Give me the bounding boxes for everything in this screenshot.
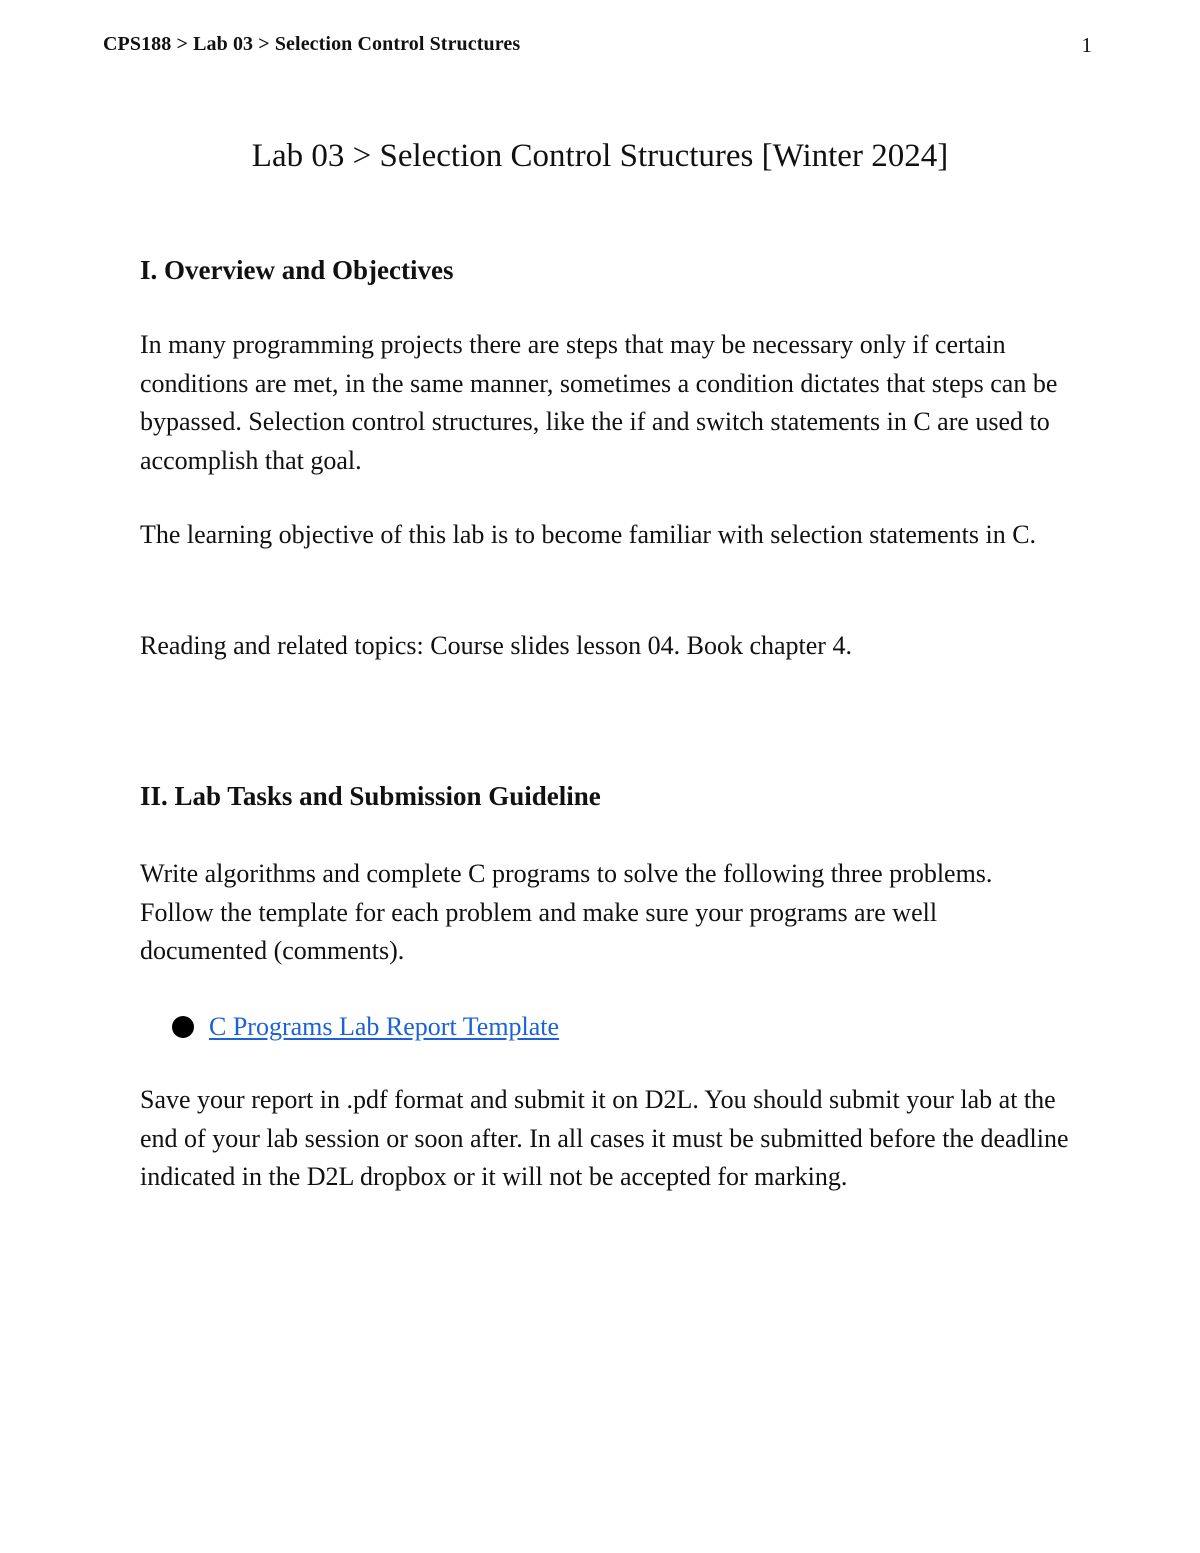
page-number: 1	[1081, 33, 1092, 57]
reading-paragraph: Reading and related topics: Course slides lesson 04. Book chapter 4.	[140, 631, 852, 660]
lab-report-template-link[interactable]: C Programs Lab Report Template	[209, 1012, 560, 1041]
list-item	[172, 1008, 559, 1046]
overview-paragraph: In many programming projects there are steps that may be necessary only if certain conditions are met, in the same manner, sometimes a condition dictates that steps can be bypassed. Selection control structures, like the if and switch statements in C are used to accomplish that goal.	[140, 330, 1058, 475]
section-heading-tasks: II. Lab Tasks and Submission Guideline	[140, 781, 601, 811]
objective-paragraph: The learning objective of this lab is to become familiar with selection statements in C.	[140, 520, 1037, 549]
tasks-intro-paragraph: Write algorithms and complete C programs to solve the following three problems. Follow the template for each problem and make sure your programs are well documented (comments).	[140, 859, 993, 965]
running-header: CPS188 > Lab 03 > Selection Control Structures	[103, 33, 521, 55]
submission-paragraph: Save your report in .pdf format and submit it on D2L. You should submit your lab at the end of your lab session or soon after. In all cases it must be submitted before the deadline indicated in the D2L dropbox or it will not be accepted for marking.	[140, 1085, 1069, 1191]
bullet-icon	[172, 1016, 194, 1038]
section-heading-overview: I. Overview and Objectives	[140, 255, 454, 285]
document-title: Lab 03 > Selection Control Structures [Winter 2024]	[251, 138, 949, 174]
